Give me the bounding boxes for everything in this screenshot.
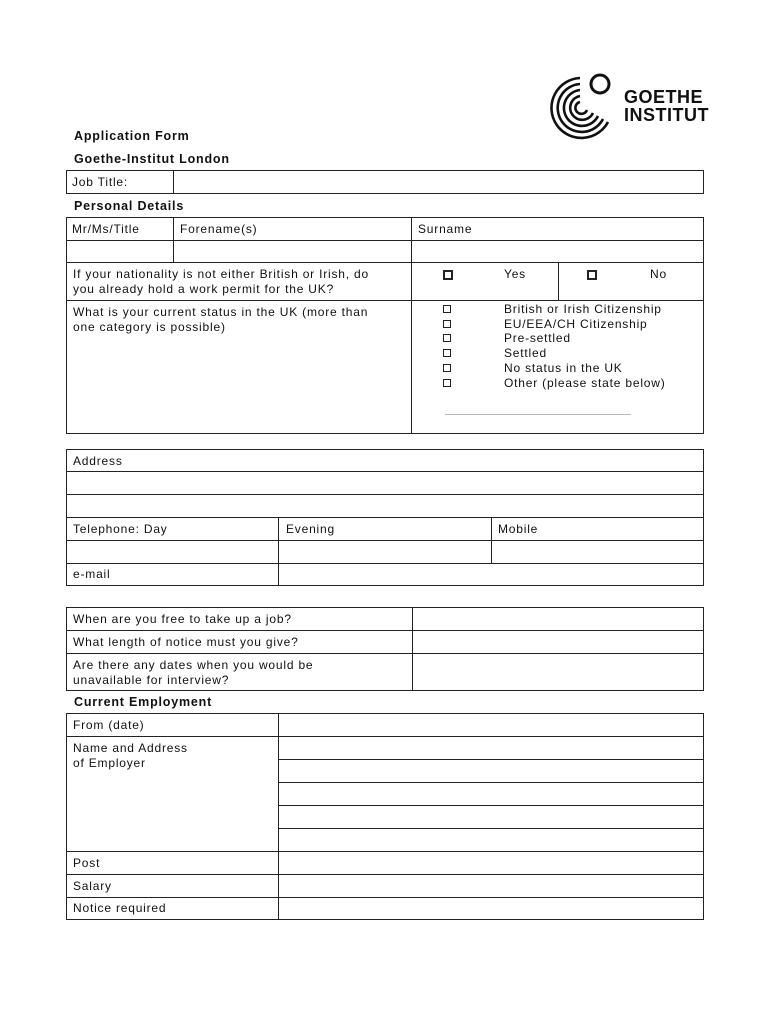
goethe-logo <box>540 72 709 142</box>
status-option-label: EU/EEA/CH Citizenship <box>504 317 648 331</box>
evening-field[interactable] <box>279 541 491 563</box>
notice-required-field[interactable] <box>279 898 703 920</box>
status-checkbox-british-irish[interactable] <box>443 305 451 313</box>
unavailable-dates-label-1: Are there any dates when you would be <box>73 658 314 672</box>
status-checkbox-settled[interactable] <box>443 349 451 357</box>
page-title: Application Form <box>74 129 190 143</box>
unavailable-dates-label-2: unavailable for interview? <box>73 673 230 687</box>
mobile-label: Mobile <box>498 522 539 536</box>
salary-field[interactable] <box>279 875 703 897</box>
address-line-1-field[interactable] <box>67 472 703 494</box>
status-option-label: Settled <box>504 346 547 360</box>
from-date-field[interactable] <box>279 714 703 736</box>
status-option-label: British or Irish Citizenship <box>504 302 662 316</box>
status-checkbox-no-status[interactable] <box>443 364 451 372</box>
status-option-label: Pre-settled <box>504 331 571 345</box>
permit-no-checkbox[interactable] <box>587 270 597 280</box>
employer-address-field[interactable] <box>279 737 703 851</box>
free-to-start-label: When are you free to take up a job? <box>73 612 292 626</box>
free-to-start-field[interactable] <box>413 608 703 630</box>
email-label: e-mail <box>73 567 111 581</box>
surname-field[interactable] <box>412 241 703 262</box>
employer-label-2: of Employer <box>73 756 146 770</box>
permit-no-label: No <box>650 267 667 281</box>
permit-yes-checkbox[interactable] <box>443 270 453 280</box>
mobile-field[interactable] <box>492 541 703 563</box>
status-option-label: Other (please state below) <box>504 376 666 390</box>
notice-length-field[interactable] <box>413 631 703 653</box>
job-title-label: Job Title: <box>72 175 129 189</box>
status-checkbox-pre-settled[interactable] <box>443 334 451 342</box>
unavailable-dates-field[interactable] <box>413 654 703 690</box>
email-field[interactable] <box>279 564 703 586</box>
notice-length-label: What length of notice must you give? <box>73 635 299 649</box>
telephone-day-field[interactable] <box>67 541 278 563</box>
surname-column-header: Surname <box>418 222 473 236</box>
status-question-line-2: one category is possible) <box>73 320 226 334</box>
logo-line-2: INSTITUT <box>624 105 709 125</box>
notice-required-label: Notice required <box>73 901 167 915</box>
employer-label-1: Name and Address <box>73 741 188 755</box>
title-field[interactable] <box>67 241 173 262</box>
post-label: Post <box>73 856 101 870</box>
logo-line-1: GOETHE <box>624 87 704 107</box>
permit-question-line-2: you already hold a work permit for the UK? <box>73 282 335 296</box>
personal-details-heading: Personal Details <box>74 199 185 213</box>
job-title-field[interactable] <box>174 171 703 193</box>
other-status-line[interactable] <box>445 414 631 415</box>
forenames-column-header: Forename(s) <box>180 222 258 236</box>
current-employment-heading: Current Employment <box>74 695 213 709</box>
address-label: Address <box>73 454 123 468</box>
status-option-label: No status in the UK <box>504 361 623 375</box>
status-checkbox-other[interactable] <box>443 379 451 387</box>
telephone-day-label: Telephone: Day <box>73 522 168 536</box>
permit-yes-label: Yes <box>504 267 526 281</box>
salary-label: Salary <box>73 879 112 893</box>
page-subtitle: Goethe-Institut London <box>74 152 230 166</box>
evening-label: Evening <box>286 522 335 536</box>
address-line-2-field[interactable] <box>67 495 703 517</box>
forenames-field[interactable] <box>174 241 411 262</box>
from-date-label: From (date) <box>73 718 145 732</box>
title-column-header: Mr/Ms/Title <box>72 222 140 236</box>
status-checkbox-eu-eea-ch[interactable] <box>443 320 451 328</box>
permit-question-line-1: If your nationality is not either British or Irish, do <box>73 267 369 281</box>
status-question-line-1: What is your current status in the UK (more than <box>73 305 369 319</box>
goethe-swirl-icon <box>540 72 620 144</box>
post-field[interactable] <box>279 852 703 874</box>
